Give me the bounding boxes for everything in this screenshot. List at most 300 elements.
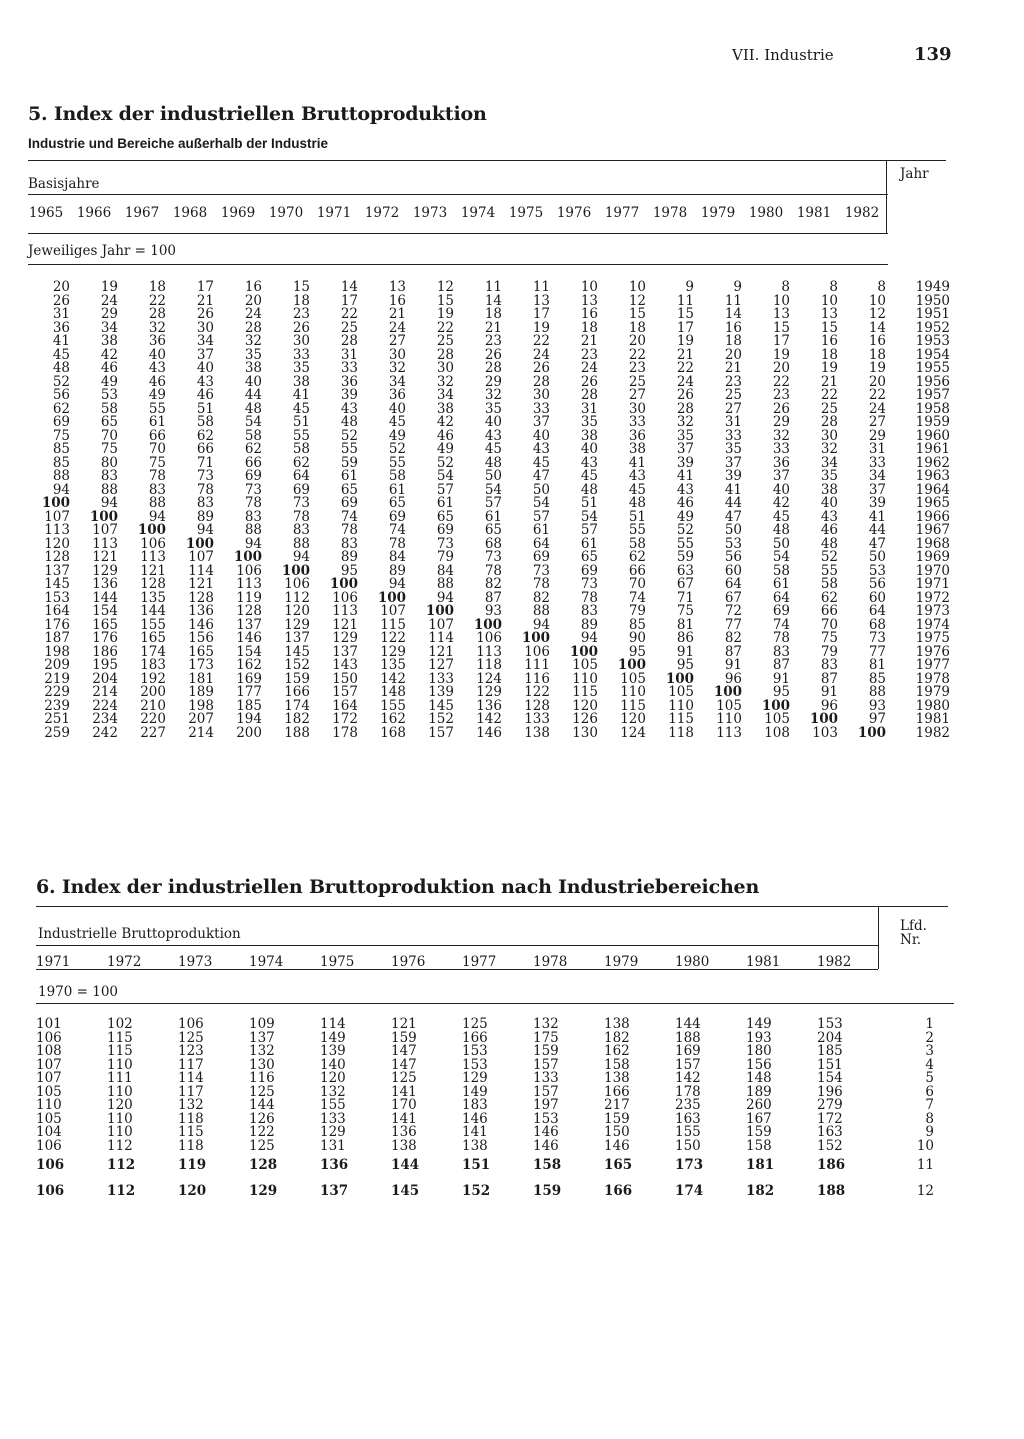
index-cell: 15 [628,306,646,322]
index-cell: 66 [628,562,646,579]
index-cell: 27 [628,387,646,403]
index-cell: 35 [580,414,598,430]
index-cell: 22 [628,346,646,363]
index-cell: 13 [532,292,550,309]
index-cell: 73 [868,630,886,646]
index-cell: 100 [569,643,598,660]
index-cell: 136 [320,1157,349,1173]
index-cell: 16 [388,292,406,309]
index-cell: 29 [484,373,502,390]
index-cell: 166 [604,1182,633,1199]
index-cell: 181 [746,1157,775,1173]
table6-caption: Industrielle Bruttoproduktion [38,926,241,942]
index-cell: 23 [724,373,742,390]
index-cell: 73 [484,549,502,565]
index-cell: 43 [580,454,598,471]
section-title: VII. Industrie [732,46,834,64]
index-cell: 110 [572,670,598,687]
index-cell: 34 [196,333,214,349]
index-cell: 156 [188,630,214,646]
index-cell: 35 [484,400,502,417]
index-cell: 12 [868,306,886,322]
index-cell: 121 [188,576,214,592]
index-cell: 18 [868,346,886,363]
index-cell: 52 [340,427,358,444]
index-cell: 106 [332,589,358,606]
index-cell: 45 [532,454,550,471]
index-cell: 125 [391,1070,417,1086]
index-cell: 169 [236,670,262,687]
index-cell: 78 [292,508,310,525]
table6-top-rule [36,906,948,907]
index-cell: 110 [107,1056,133,1073]
table5-subtitle: Industrie und Bereiche außerhalb der Industrie [28,136,329,151]
index-cell: 110 [716,711,742,727]
index-cell: 48 [52,360,70,376]
index-cell: 174 [284,697,310,714]
index-cell: 25 [724,387,742,403]
index-cell: 61 [148,414,166,430]
index-cell: 51 [196,400,214,417]
index-cell: 157 [533,1083,559,1100]
index-cell: 88 [100,481,118,498]
index-cell: 66 [820,603,838,619]
index-cell: 50 [484,468,502,484]
row-year: 1958 [915,400,950,417]
index-cell: 131 [320,1137,346,1154]
index-cell: 43 [532,441,550,457]
index-cell: 26 [580,373,598,390]
index-cell: 172 [332,711,358,727]
index-cell: 68 [484,535,502,552]
index-cell: 45 [388,414,406,430]
index-cell: 15 [772,319,790,336]
index-cell: 162 [236,657,262,673]
index-cell: 32 [676,414,694,430]
index-cell: 65 [340,481,358,498]
index-cell: 69 [244,468,262,484]
base-year-header: 1966 [76,205,112,221]
table6-years-rule [36,969,878,970]
year-header: 1974 [249,954,284,970]
index-cell: 26 [772,400,790,417]
index-cell: 19 [100,279,118,295]
row-year: 1954 [915,346,950,363]
index-cell: 45 [772,508,790,525]
index-cell: 164 [332,697,358,714]
index-cell: 118 [178,1137,204,1154]
row-number: 10 [916,1137,934,1154]
index-cell: 120 [320,1070,346,1086]
page-number: 139 [914,44,952,65]
row-year: 1972 [915,589,950,606]
row-year: 1981 [915,711,950,727]
index-cell: 37 [772,468,790,484]
index-cell: 22 [532,333,550,349]
index-cell: 13 [820,306,838,322]
index-cell: 113 [140,549,166,565]
index-cell: 163 [817,1124,843,1140]
index-cell: 75 [676,603,694,619]
index-cell: 16 [244,279,262,295]
index-cell: 32 [244,333,262,349]
index-cell: 182 [284,711,310,727]
index-cell: 39 [340,387,358,403]
row-year: 1955 [915,360,950,376]
row-number: 3 [925,1043,934,1059]
index-cell: 121 [332,616,358,633]
index-cell: 112 [107,1137,133,1154]
index-cell: 105 [668,684,694,700]
index-cell: 198 [188,697,214,714]
index-cell: 106 [524,643,550,660]
index-cell: 100 [41,495,70,511]
index-cell: 69 [340,495,358,511]
table5-head-rule [28,264,888,265]
index-cell: 163 [675,1110,701,1127]
index-cell: 33 [532,400,550,417]
index-cell: 31 [580,400,598,417]
index-cell: 124 [620,724,646,741]
index-cell: 12 [436,279,454,295]
index-cell: 128 [524,697,550,714]
index-cell: 51 [292,414,310,430]
index-cell: 114 [188,562,214,579]
index-cell: 25 [820,400,838,417]
index-cell: 38 [628,441,646,457]
index-cell: 59 [676,549,694,565]
index-cell: 100 [89,508,118,525]
index-cell: 146 [533,1137,559,1154]
index-cell: 24 [868,400,886,417]
index-cell: 159 [533,1182,562,1199]
index-cell: 138 [604,1016,630,1032]
index-cell: 150 [332,670,358,687]
index-cell: 137 [284,630,310,646]
index-cell: 79 [436,549,454,565]
index-cell: 87 [772,657,790,673]
index-cell: 178 [332,724,358,741]
index-cell: 34 [388,373,406,390]
index-cell: 153 [462,1056,488,1073]
index-cell: 185 [817,1043,843,1059]
index-cell: 26 [292,319,310,336]
base-year-header: 1968 [172,205,208,221]
index-cell: 36 [340,373,358,390]
index-cell: 126 [249,1110,275,1127]
index-cell: 106 [284,576,310,592]
index-cell: 31 [724,414,742,430]
index-cell: 133 [524,711,550,727]
index-cell: 137 [44,562,70,579]
index-cell: 170 [391,1097,417,1113]
index-cell: 32 [820,441,838,457]
index-cell: 33 [772,441,790,457]
index-cell: 137 [236,616,262,633]
index-cell: 26 [52,292,70,309]
index-cell: 34 [100,319,118,336]
index-cell: 178 [675,1083,701,1100]
index-cell: 58 [628,535,646,552]
index-cell: 81 [676,616,694,633]
table6-head-rule [36,1003,954,1004]
index-cell: 83 [820,657,838,673]
index-cell: 43 [148,360,166,376]
index-cell: 48 [484,454,502,471]
index-cell: 167 [746,1110,772,1127]
index-cell: 144 [249,1097,275,1113]
index-cell: 46 [820,522,838,538]
base-year-header: 1971 [316,205,352,221]
index-cell: 130 [572,724,598,741]
index-cell: 154 [92,603,118,619]
index-cell: 121 [391,1016,417,1032]
index-cell: 100 [137,522,166,538]
index-cell: 19 [868,360,886,376]
table-row [36,1159,934,1173]
table5-base-years-row [22,205,886,221]
index-cell: 45 [292,400,310,417]
base-year-header: 1981 [796,205,832,221]
index-cell: 21 [676,346,694,363]
index-cell: 74 [628,589,646,606]
index-cell: 136 [92,576,118,592]
row-year: 1973 [915,603,950,619]
index-cell: 26 [532,360,550,376]
index-cell: 177 [236,684,262,700]
index-cell: 88 [148,495,166,511]
index-cell: 62 [52,400,70,417]
index-cell: 260 [746,1097,772,1113]
index-cell: 41 [868,508,886,525]
index-cell: 121 [92,549,118,565]
table5-base-note: Jeweiliges Jahr = 100 [28,243,177,259]
index-cell: 121 [140,562,166,579]
index-cell: 146 [236,630,262,646]
index-cell: 52 [820,549,838,565]
index-cell: 115 [380,616,406,633]
index-cell: 162 [604,1043,630,1059]
index-cell: 11 [532,279,550,295]
index-cell: 149 [320,1029,346,1046]
index-cell: 114 [320,1016,346,1032]
index-cell: 83 [772,643,790,660]
row-year: 1957 [915,387,950,403]
index-cell: 41 [724,481,742,498]
index-cell: 19 [532,319,550,336]
index-cell: 85 [628,616,646,633]
index-cell: 138 [604,1070,630,1086]
index-cell: 152 [428,711,454,727]
index-cell: 78 [532,576,550,592]
row-number: 9 [925,1124,934,1140]
index-cell: 94 [388,576,406,592]
row-number: 5 [925,1070,934,1086]
index-cell: 144 [675,1016,701,1032]
index-cell: 39 [868,495,886,511]
index-cell: 110 [36,1097,62,1113]
index-cell: 55 [340,441,358,457]
index-cell: 148 [746,1070,772,1086]
index-cell: 189 [188,684,214,700]
index-cell: 117 [178,1056,204,1073]
index-cell: 19 [436,306,454,322]
index-cell: 194 [236,711,262,727]
row-year: 1952 [915,319,950,336]
index-cell: 48 [244,400,262,417]
index-cell: 165 [92,616,118,633]
row-year: 1960 [915,427,950,444]
row-number: 4 [925,1056,934,1073]
index-cell: 93 [484,603,502,619]
index-cell: 150 [675,1137,701,1154]
index-cell: 79 [628,603,646,619]
index-cell: 43 [820,508,838,525]
index-cell: 188 [284,724,310,741]
table6-caption-rule [36,945,878,946]
index-cell: 15 [676,306,694,322]
year-header: 1982 [817,954,852,970]
index-cell: 83 [340,535,358,552]
index-cell: 164 [44,603,70,619]
index-cell: 146 [533,1124,559,1140]
index-cell: 138 [524,724,550,741]
index-cell: 94 [580,630,598,646]
index-cell: 168 [380,724,406,741]
index-cell: 188 [817,1182,846,1199]
index-cell: 69 [436,522,454,538]
row-year: 1979 [915,684,950,700]
table5-jahr-label: Jahr [900,166,929,182]
index-cell: 162 [380,711,406,727]
index-cell: 148 [380,684,406,700]
index-cell: 43 [196,373,214,390]
index-cell: 137 [320,1182,349,1199]
index-cell: 105 [716,697,742,714]
index-cell: 57 [532,508,550,525]
index-cell: 182 [604,1029,630,1046]
index-cell: 17 [676,319,694,336]
row-number: 8 [925,1110,934,1127]
index-cell: 129 [380,643,406,660]
index-cell: 152 [284,657,310,673]
index-cell: 42 [772,495,790,511]
index-cell: 87 [820,670,838,687]
index-cell: 106 [140,535,166,552]
index-cell: 30 [292,333,310,349]
index-cell: 107 [92,522,118,538]
index-cell: 84 [436,562,454,579]
index-cell: 30 [388,346,406,363]
base-year-header: 1978 [652,205,688,221]
index-cell: 188 [675,1029,701,1046]
index-cell: 77 [724,616,742,633]
index-cell: 67 [676,576,694,592]
index-cell: 21 [388,306,406,322]
index-cell: 32 [772,427,790,444]
index-cell: 251 [44,711,70,727]
index-cell: 102 [107,1016,133,1032]
index-cell: 22 [340,306,358,322]
index-cell: 110 [107,1083,133,1100]
index-cell: 154 [236,643,262,660]
index-cell: 57 [580,522,598,538]
index-cell: 10 [868,292,886,309]
index-cell: 94 [100,495,118,511]
index-cell: 115 [107,1029,133,1046]
index-cell: 83 [100,468,118,484]
row-year: 1970 [915,562,950,579]
table5-basis-rule [28,194,888,195]
index-cell: 43 [628,468,646,484]
index-cell: 69 [388,508,406,525]
year-header: 1980 [675,954,710,970]
index-cell: 120 [572,697,598,714]
index-cell: 101 [36,1016,62,1032]
index-cell: 95 [340,562,358,579]
index-cell: 110 [668,697,694,714]
index-cell: 104 [36,1124,62,1140]
index-cell: 112 [284,589,310,606]
index-cell: 71 [676,589,694,606]
index-cell: 27 [388,333,406,349]
year-header: 1973 [178,954,213,970]
row-year: 1976 [915,643,950,660]
index-cell: 166 [604,1083,630,1100]
index-cell: 153 [462,1043,488,1059]
index-cell: 36 [388,387,406,403]
row-year: 1950 [915,292,950,309]
index-cell: 57 [436,481,454,498]
index-cell: 23 [484,333,502,349]
index-cell: 155 [380,697,406,714]
index-cell: 108 [764,724,790,741]
index-cell: 19 [820,360,838,376]
index-cell: 144 [391,1157,420,1173]
index-cell: 42 [436,414,454,430]
index-cell: 132 [178,1097,204,1113]
index-cell: 110 [620,684,646,700]
index-cell: 38 [292,373,310,390]
index-cell: 94 [196,522,214,538]
index-cell: 88 [292,535,310,552]
index-cell: 120 [44,535,70,552]
row-number: 12 [916,1182,934,1199]
index-cell: 129 [332,630,358,646]
index-cell: 18 [628,319,646,336]
index-cell: 88 [532,603,550,619]
index-cell: 89 [196,508,214,525]
index-cell: 72 [724,603,742,619]
index-cell: 118 [476,657,502,673]
index-cell: 47 [724,508,742,525]
index-cell: 120 [178,1182,207,1199]
index-cell: 45 [628,481,646,498]
index-cell: 58 [772,562,790,579]
base-year-header: 1980 [748,205,784,221]
index-cell: 41 [676,468,694,484]
index-cell: 94 [292,549,310,565]
index-cell: 141 [391,1083,417,1100]
index-cell: 56 [724,549,742,565]
index-cell: 28 [580,387,598,403]
index-cell: 44 [244,387,262,403]
index-cell: 165 [188,643,214,660]
index-cell: 214 [92,684,118,700]
table-row [22,724,950,741]
index-cell: 24 [532,346,550,363]
index-cell: 73 [292,495,310,511]
